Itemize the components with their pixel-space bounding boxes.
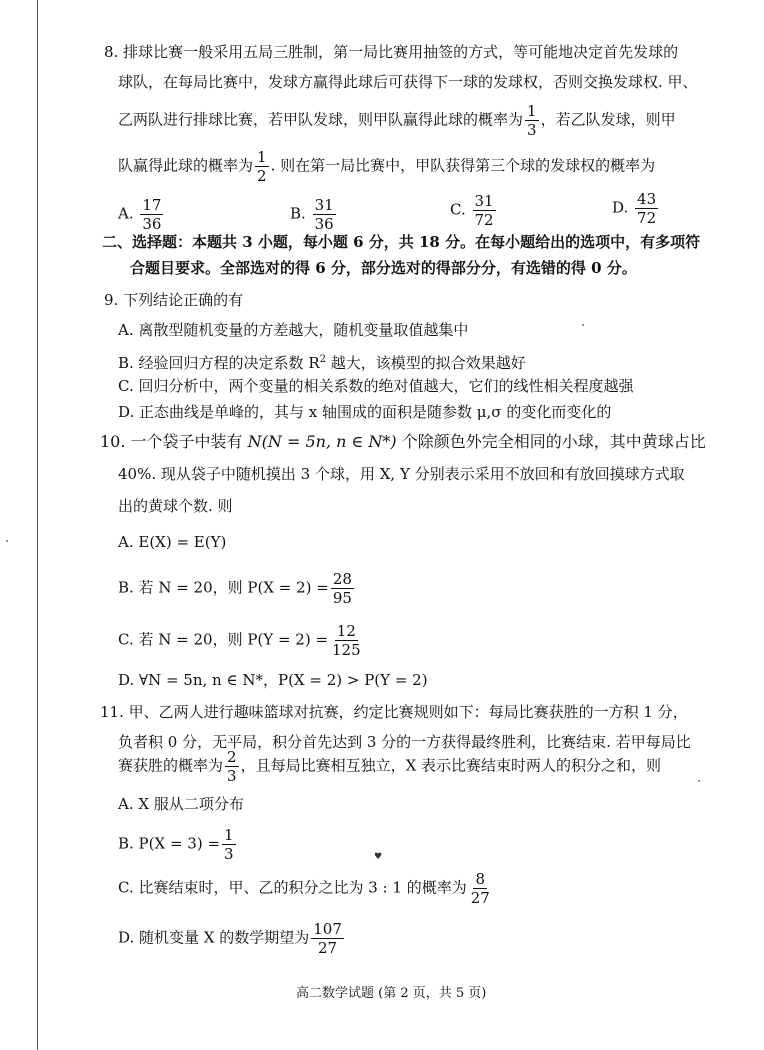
q8-line3-text-b: ，若乙队发球，则甲 — [540, 110, 676, 129]
q11-line1: 11. 甲、乙两人进行趣味篮球对抗赛，约定比赛规则如下：每局比赛获胜的一方积 1 分， — [100, 703, 688, 721]
q11-option-d — [118, 920, 346, 957]
superscript: 2 — [319, 354, 326, 365]
option-fraction — [473, 192, 496, 229]
q11-line3-text-b: ，且每局比赛相互独立，X 表示比赛结束时两人的积分之和，则 — [240, 756, 662, 775]
q11-line3 — [118, 748, 661, 785]
q8-line3 — [118, 102, 676, 139]
q9-option-c: C. 回归分析中，两个变量的相关系数的绝对值越大，它们的线性相关程度越强 — [118, 377, 634, 395]
fraction-numerator: 43 — [637, 190, 657, 208]
q11-option-c-fraction — [469, 870, 492, 907]
q10-option-b — [118, 570, 356, 607]
option-label: B. — [290, 204, 306, 223]
option-fraction — [635, 190, 658, 227]
q11-option-d-text: D. 随机变量 X 的数学期望为 — [118, 928, 310, 947]
q10-line1-math: N(N = 5n, n ∈ N*) — [247, 432, 397, 451]
fraction-numerator: 1 — [224, 826, 234, 844]
q10-option-c-text: C. 若 N = 20，则 P(Y = 2) = — [118, 630, 329, 649]
fraction-denominator: 36 — [314, 215, 334, 233]
fraction-numerator: 107 — [313, 920, 342, 938]
q11-line3-text-a: 赛获胜的概率为 — [118, 756, 224, 775]
fraction-denominator: 125 — [332, 641, 361, 659]
fraction-numerator: 2 — [227, 748, 237, 766]
q9-option-b-text-a: B. 经验回归方程的决定系数 R — [118, 354, 320, 372]
q9-option-b-text-b: 越大，该模型的拟合效果越好 — [326, 354, 526, 372]
q10-option-a: A. E(X) = E(Y) — [118, 533, 227, 551]
fraction-numerator: 1 — [527, 102, 537, 120]
q8-line4-text-a: 队赢得此球的概率为 — [118, 156, 254, 175]
q10-option-b-text: B. 若 N = 20，则 P(X = 2) = — [118, 578, 329, 597]
option-fraction — [140, 196, 163, 233]
q8-option-d — [612, 190, 660, 227]
q8-line3-text-a: 乙两队进行排球比赛，若甲队发球，则甲队赢得此球的概率为 — [118, 110, 524, 129]
q8-line4 — [118, 148, 655, 185]
fraction-denominator: 36 — [142, 215, 162, 233]
fraction-denominator: 3 — [527, 121, 537, 139]
option-label: C. — [450, 200, 466, 219]
q8-line2: 球队，在每局比赛中，发球方赢得此球后可获得下一球的发球权，否则交换发球权. 甲、 — [118, 73, 698, 91]
q10-option-b-fraction — [331, 570, 354, 607]
binding-margin-line — [37, 0, 38, 1050]
page-footer: 高二数学试题 (第 2 页，共 5 页) — [296, 986, 487, 1001]
fraction-numerator: 31 — [314, 196, 334, 214]
fraction-denominator: 27 — [318, 939, 338, 957]
q8-line1: 8. 排球比赛一般采用五局三胜制，第一局比赛用抽签的方式，等可能地决定首先发球的 — [104, 43, 679, 61]
q11-option-c — [118, 870, 494, 907]
fraction-denominator: 95 — [332, 589, 352, 607]
fraction-denominator: 72 — [474, 211, 494, 229]
option-label: D. — [612, 198, 629, 217]
section2-header-line1: 二、选择题：本题共 3 小题，每小题 6 分，共 18 分。在每小题给出的选项中，有多项符 — [102, 233, 701, 251]
q10-option-c — [118, 622, 365, 659]
q8-option-b — [290, 196, 338, 233]
q10-line3: 出的黄球个数. 则 — [118, 497, 233, 515]
q10-line2: 40%. 现从袋子中随机摸出 3 个球，用 X, Y 分别表示采用不放回和有放回摸球方式取 — [118, 465, 685, 483]
fraction-denominator: 3 — [227, 767, 237, 785]
q11-option-b-text: B. P(X = 3) = — [118, 834, 221, 853]
option-fraction — [313, 196, 336, 233]
q10-line1 — [100, 432, 706, 452]
q10-line1-text-b: 个除颜色外完全相同的小球，其中黄球占比 — [396, 432, 706, 451]
q9-option-b — [118, 350, 526, 373]
fraction-numerator: 31 — [474, 192, 494, 210]
q8-line3-fraction — [525, 102, 539, 139]
q9-stem: 9. 下列结论正确的有 — [104, 291, 244, 309]
q11-option-b — [118, 826, 238, 863]
scan-speck-icon: ♥ — [374, 852, 383, 862]
fraction-denominator: 72 — [637, 209, 657, 227]
q8-option-c — [450, 192, 498, 229]
q10-line1-text-a: 10. 一个袋子中装有 — [100, 432, 248, 451]
q11-line3-fraction — [225, 748, 239, 785]
q9-option-d: D. 正态曲线是单峰的，其与 x 轴围成的面积是随参数 μ,σ 的变化而变化的 — [118, 403, 612, 421]
q8-option-a — [118, 196, 165, 233]
fraction-numerator: 17 — [142, 196, 162, 214]
q11-option-c-text: C. 比赛结束时，甲、乙的积分之比为 3 : 1 的概率为 — [118, 878, 467, 897]
q9-option-a: A. 离散型随机变量的方差越大，随机变量取值越集中 — [118, 321, 469, 339]
fraction-numerator: 1 — [257, 148, 267, 166]
q8-line4-fraction — [255, 148, 269, 185]
scan-speck — [582, 324, 584, 326]
fraction-numerator: 12 — [336, 622, 356, 640]
scan-speck — [6, 540, 8, 542]
option-label: A. — [118, 204, 134, 223]
q11-line2: 负者积 0 分，无平局，积分首先达到 3 分的一方获得最终胜利，比赛结束. 若甲每局比 — [118, 733, 691, 751]
fraction-denominator: 3 — [224, 845, 234, 863]
fraction-denominator: 27 — [470, 889, 490, 907]
q10-option-d: D. ∀N = 5n, n ∈ N*，P(X = 2) > P(Y = 2) — [118, 671, 428, 689]
q11-option-a: A. X 服从二项分布 — [118, 795, 244, 813]
fraction-numerator: 8 — [475, 870, 486, 888]
scan-speck — [698, 780, 700, 782]
q10-option-c-fraction — [330, 622, 363, 659]
fraction-denominator: 2 — [257, 167, 267, 185]
fraction-numerator: 28 — [332, 570, 352, 588]
q11-option-b-fraction — [222, 826, 236, 863]
q8-line4-text-b: . 则在第一局比赛中，甲队获得第三个球的发球权的概率为 — [270, 156, 656, 175]
section2-header-line2: 合题目要求。全部选对的得 6 分，部分选对的得部分分，有选错的得 0 分。 — [130, 259, 637, 277]
q11-option-d-fraction — [311, 920, 344, 957]
